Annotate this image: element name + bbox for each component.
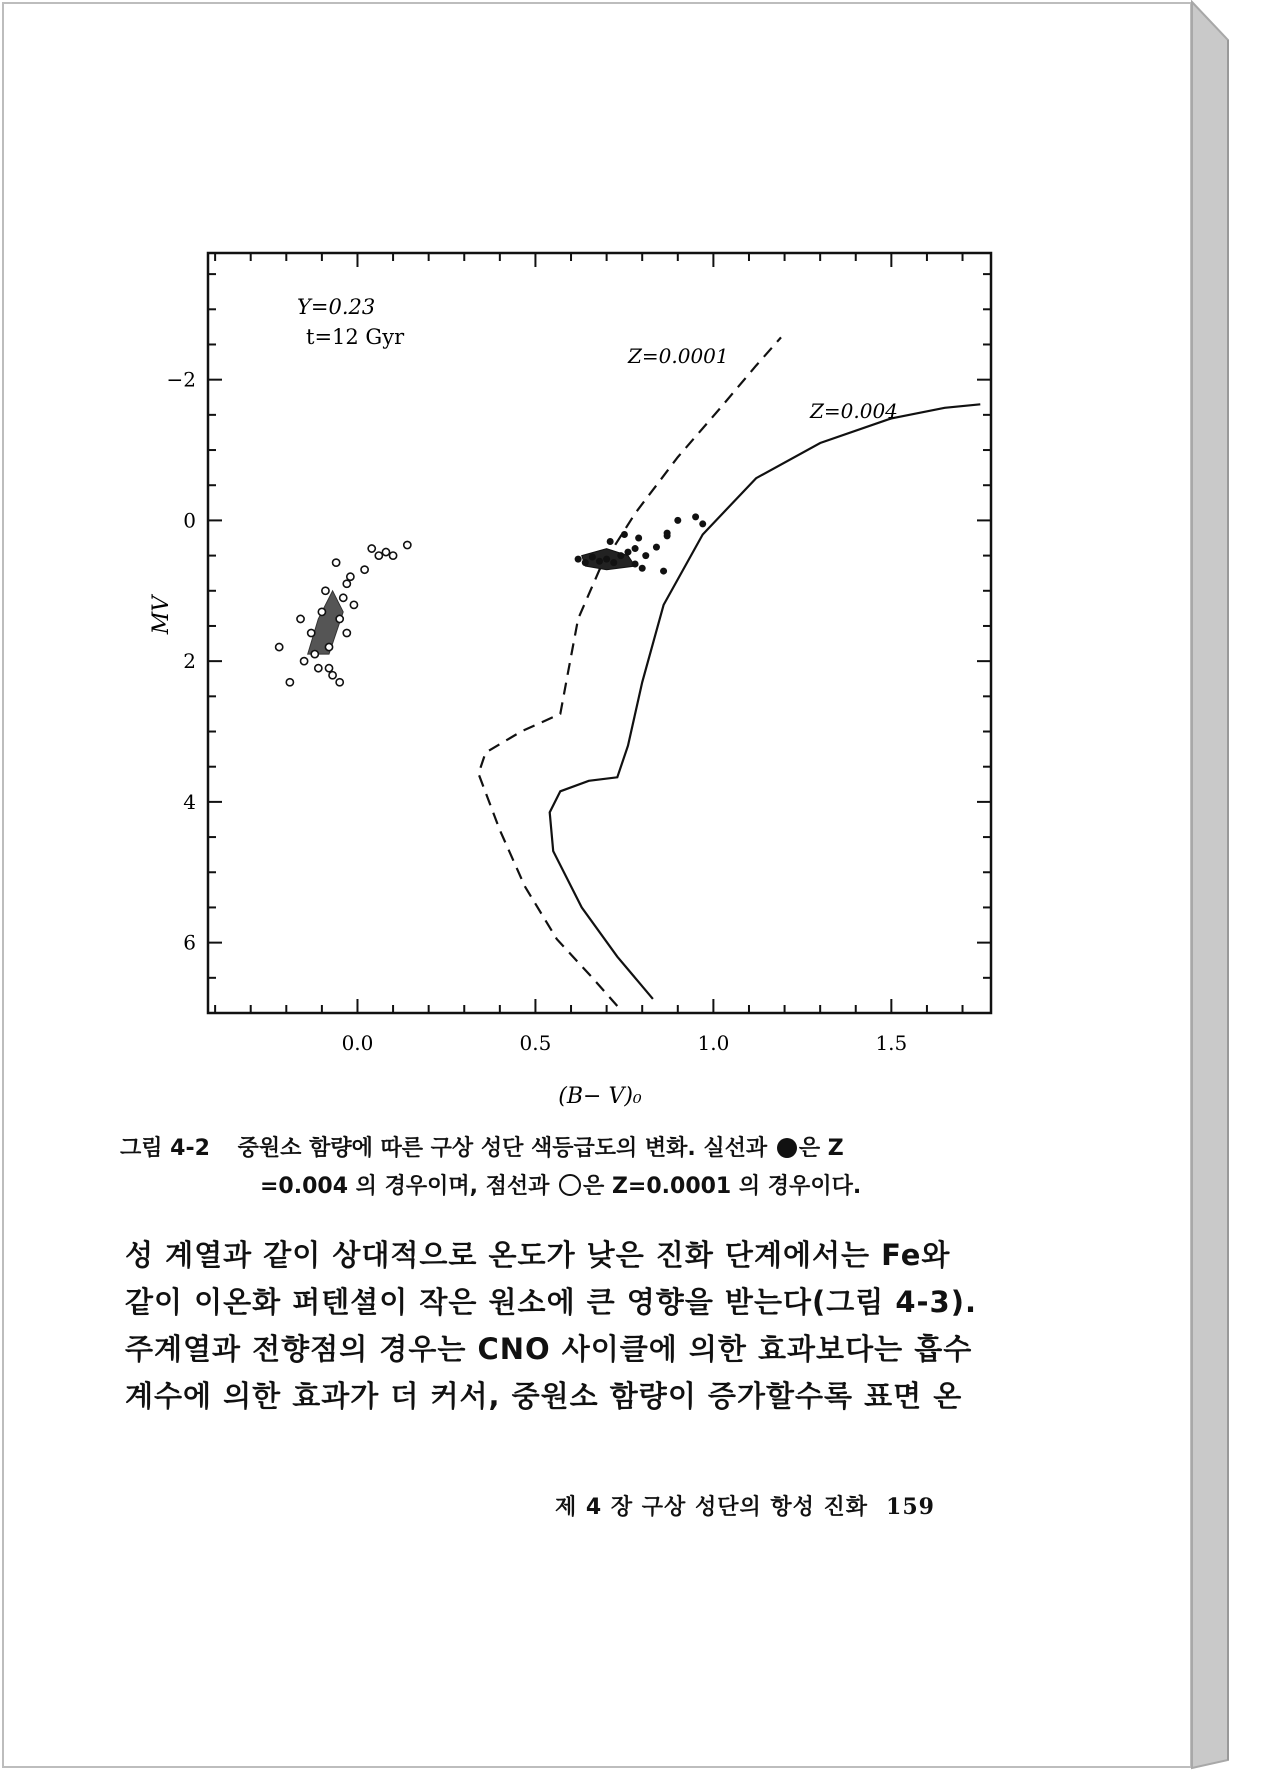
axis-labels	[149, 295, 907, 1109]
hb-point-open	[389, 552, 396, 559]
body-line: 성 계열과 같이 상대적으로 온도가 낮은 진화 단계에서는 Fe와	[125, 1238, 951, 1272]
y-axis-label: MV	[149, 595, 174, 635]
hb-point-filled	[621, 531, 628, 538]
hb-point-filled	[589, 554, 596, 561]
hb-point-open	[404, 541, 411, 548]
curve-label-z0001: Z=0.0001	[628, 344, 729, 368]
hb-point-filled	[653, 544, 660, 551]
hb-point-open	[276, 643, 283, 650]
x-tick-label: 1.5	[875, 1031, 908, 1055]
y-tick-label: 6	[183, 930, 196, 955]
hb-point-open	[311, 651, 318, 658]
hb-point-filled	[632, 545, 639, 552]
hb-point-filled	[617, 552, 624, 559]
hb-point-filled	[607, 538, 614, 545]
hb-point-open	[318, 608, 325, 615]
hb-point-filled	[624, 549, 631, 556]
y-tick-label: 2	[183, 649, 196, 674]
hb-point-open	[308, 629, 315, 636]
hb-point-filled	[642, 552, 649, 559]
hb-point-filled	[699, 520, 706, 527]
hb-point-open	[286, 679, 293, 686]
hb-point-open	[315, 665, 322, 672]
hb-point-filled	[596, 558, 603, 565]
page-footer	[555, 1490, 935, 1521]
hb-point-open	[297, 615, 304, 622]
hb-point-open	[361, 566, 368, 573]
filled-circle-icon	[777, 1138, 797, 1158]
hb-point-filled	[582, 559, 589, 566]
hb-point-open	[350, 601, 357, 608]
hb-point-filled	[674, 517, 681, 524]
y-tick-label: −2	[166, 367, 196, 392]
caption-label: 그림 4-2	[120, 1136, 210, 1161]
hb-point-open	[333, 559, 340, 566]
x-tick-label: 0.0	[341, 1031, 374, 1055]
hb-point-open	[347, 573, 354, 580]
hb-point-open	[325, 665, 332, 672]
body-line: 계수에 의한 효과가 더 커서, 중원소 함량이 증가할수록 표면 온	[125, 1379, 963, 1413]
hb-point-open	[336, 615, 343, 622]
caption-text-2b: 은 Z=0.0001 의 경우이다.	[583, 1174, 862, 1199]
hb-point-open	[382, 548, 389, 555]
hb-point-open	[322, 587, 329, 594]
hb-point-filled	[603, 556, 610, 563]
hb-point-filled	[635, 535, 642, 542]
caption-line-1	[120, 1130, 1000, 1168]
x-tick-label: 1.0	[697, 1031, 730, 1055]
page-number: 159	[886, 1494, 935, 1520]
hb-point-filled	[610, 559, 617, 566]
hb-point-open	[368, 545, 375, 552]
hb-point-filled	[639, 565, 646, 572]
hb-point-open	[325, 643, 332, 650]
body-text	[125, 1232, 1010, 1420]
x-axis-label: (B− V)₀	[558, 1084, 642, 1109]
hb-point-open	[375, 552, 382, 559]
hb-points	[276, 513, 707, 685]
hb-point-filled	[632, 561, 639, 568]
hb-point-filled	[575, 556, 582, 563]
x-tick-label: 0.5	[519, 1031, 552, 1055]
hb-point-filled	[660, 568, 667, 575]
isochrone-z004-line	[550, 404, 981, 999]
isochrone-z0001-line	[479, 337, 782, 1006]
hb-point-open	[300, 658, 307, 665]
chapter-title: 제 4 장 구상 성단의 항성 진화	[555, 1495, 869, 1520]
figure-caption	[120, 1130, 1000, 1206]
body-line: 같이 이온화 퍼텐셜이 작은 원소에 큰 영향을 받는다(그림 4-3).	[125, 1285, 978, 1319]
caption-text-1b: 은 Z	[798, 1136, 844, 1161]
caption-line-2	[120, 1168, 1000, 1206]
open-circle-icon	[559, 1174, 581, 1196]
annotation-age: t=12 Gyr	[306, 325, 405, 349]
y-tick-label: 4	[183, 789, 196, 814]
hb-point-open	[336, 679, 343, 686]
annotation-helium: Y=0.23	[297, 295, 376, 319]
hb-point-open	[343, 580, 350, 587]
curve-label-z004: Z=0.004	[810, 399, 898, 423]
hb-point-filled	[664, 532, 671, 539]
body-line: 주계열과 전향점의 경우는 CNO 사이클에 의한 효과보다는 흡수	[125, 1332, 973, 1366]
hb-point-filled	[692, 513, 699, 520]
caption-text-1: 중원소 함량에 따른 구상 성단 색등급도의 변화. 실선과	[237, 1136, 768, 1161]
isochrone-curves	[479, 337, 981, 1006]
caption-text-2a: =0.004 의 경우이며, 점선과	[260, 1174, 550, 1199]
hb-point-open	[340, 594, 347, 601]
hb-point-open	[329, 672, 336, 679]
y-tick-label: 0	[183, 508, 196, 533]
hb-point-open	[343, 629, 350, 636]
